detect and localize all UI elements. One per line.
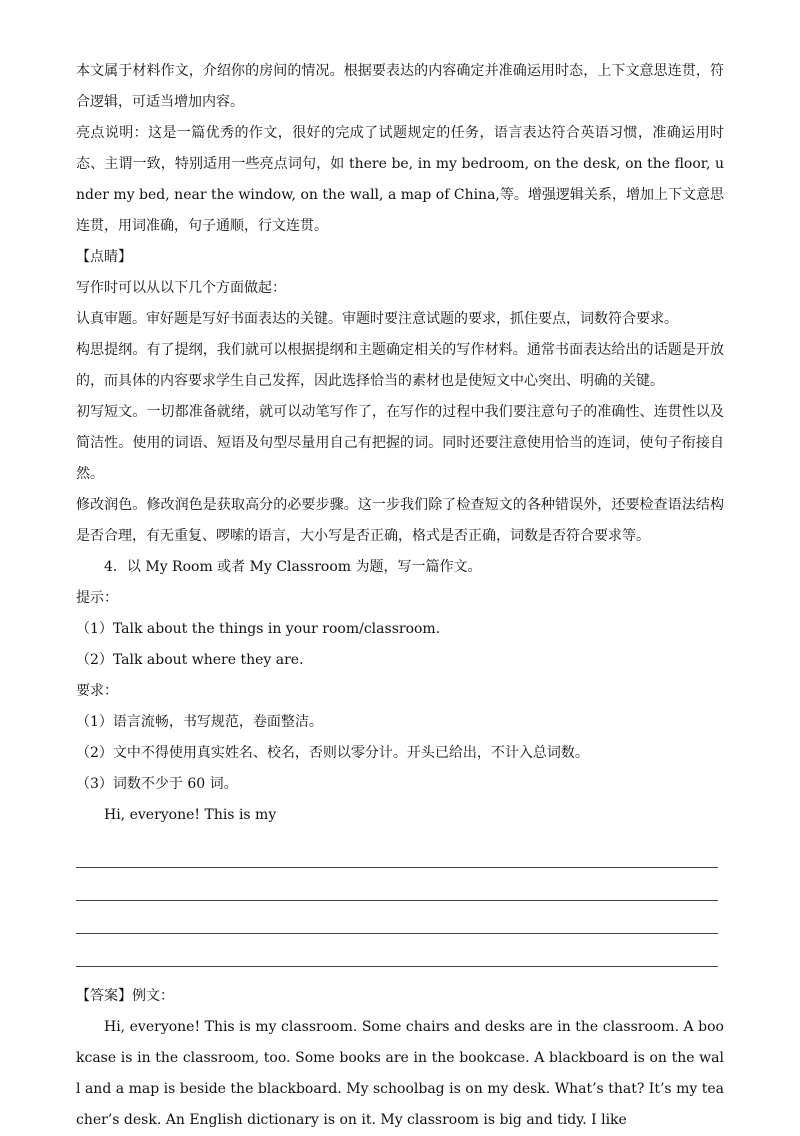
- tips-intro: 写作时可以从以下几个方面做起：: [76, 280, 286, 296]
- analysis-paragraph: 本文属于材料作文，介绍你的房间的情况。根据要表达的内容确定并准确运用时态，上下文意思连贯，符合逻辑，可适当增加内容。: [76, 63, 724, 110]
- essay-opening: Hi, everyone! This is my: [104, 807, 277, 823]
- tip-step-4: 修改润色。修改润色是获取高分的必要步骤。这一步我们除了检查短文的各种错误外，还要检查语法结构是否合理，有无重复、啰嗦的语言，大小写是否正确，格式是否正确，词数是否符合要求等。: [76, 497, 724, 544]
- requirement-item-1: （1）语言流畅，书写规范，卷面整洁。: [76, 714, 323, 730]
- hint-label: 提示：: [76, 590, 118, 606]
- question-title: 4．以 My Room 或者 My Classroom 为题，写一篇作文。: [104, 559, 482, 575]
- dianjing-heading: 【点睛】: [76, 249, 132, 265]
- tip-step-3: 初写短文。一切都准备就绪，就可以动笔写作了，在写作的过程中我们要注意句子的准确性、连贯性以及简洁性。使用的词语、短语及句型尽量用自己有把握的词。同时还要注意使用恰当的连词，使句子衔接自然。: [76, 404, 724, 482]
- tip-step-1: 认真审题。审好题是写好书面表达的关键。审题时要注意试题的要求，抓住要点，词数符合要求。: [76, 311, 678, 327]
- requirement-item-2: （2）文中不得使用真实姓名、校名，否则以零分计。开头已给出，不计入总词数。: [76, 745, 589, 761]
- spacer: [76, 967, 724, 981]
- answer-line[interactable]: [76, 901, 718, 934]
- answer-label: 【答案】例文：: [76, 988, 174, 1004]
- hint-item-2: （2）Talk about where they are.: [76, 652, 304, 668]
- answer-essay: Hi, everyone! This is my classroom. Some chairs and desks are in the classroom. A bookcase is in the classroom, too. Some books are in the bookcase. A blackboard is on the wall and a map is beside the blackboard. My schoolbag is on my desk. What’s that? It’s my teacher’s desk. An English dictionary is on it. My classroom is big and tidy. I like: [76, 1019, 724, 1128]
- requirements-label: 要求：: [76, 683, 118, 699]
- tip-step-2: 构思提纲。有了提纲，我们就可以根据提纲和主题确定相关的写作材料。通常书面表达给出的话题是开放的，而具体的内容要求学生自己发挥，因此选择恰当的素材也是使短文中心突出、明确的关键。: [76, 342, 724, 389]
- answer-line[interactable]: [76, 934, 718, 967]
- highlight-paragraph: 亮点说明：这是一篇优秀的作文，很好的完成了试题规定的任务，语言表达符合英语习惯，准确运用时态、主谓一致，特别适用一些亮点词句，如 there be, in my bedroom, on the desk, on the floor, under my bed, near the window, on the wall, a map of China,等。增强逻辑关系，增加上下文意思连贯，用词准确，句子通顺，行文连贯。: [76, 125, 724, 234]
- document-content: [76, 56, 724, 1136]
- requirement-item-3: （3）词数不少于 60 词。: [76, 776, 238, 792]
- answer-lines: [76, 835, 724, 967]
- answer-line[interactable]: [76, 868, 718, 901]
- answer-line[interactable]: [76, 835, 718, 868]
- hint-item-1: （1）Talk about the things in your room/classroom.: [76, 621, 441, 637]
